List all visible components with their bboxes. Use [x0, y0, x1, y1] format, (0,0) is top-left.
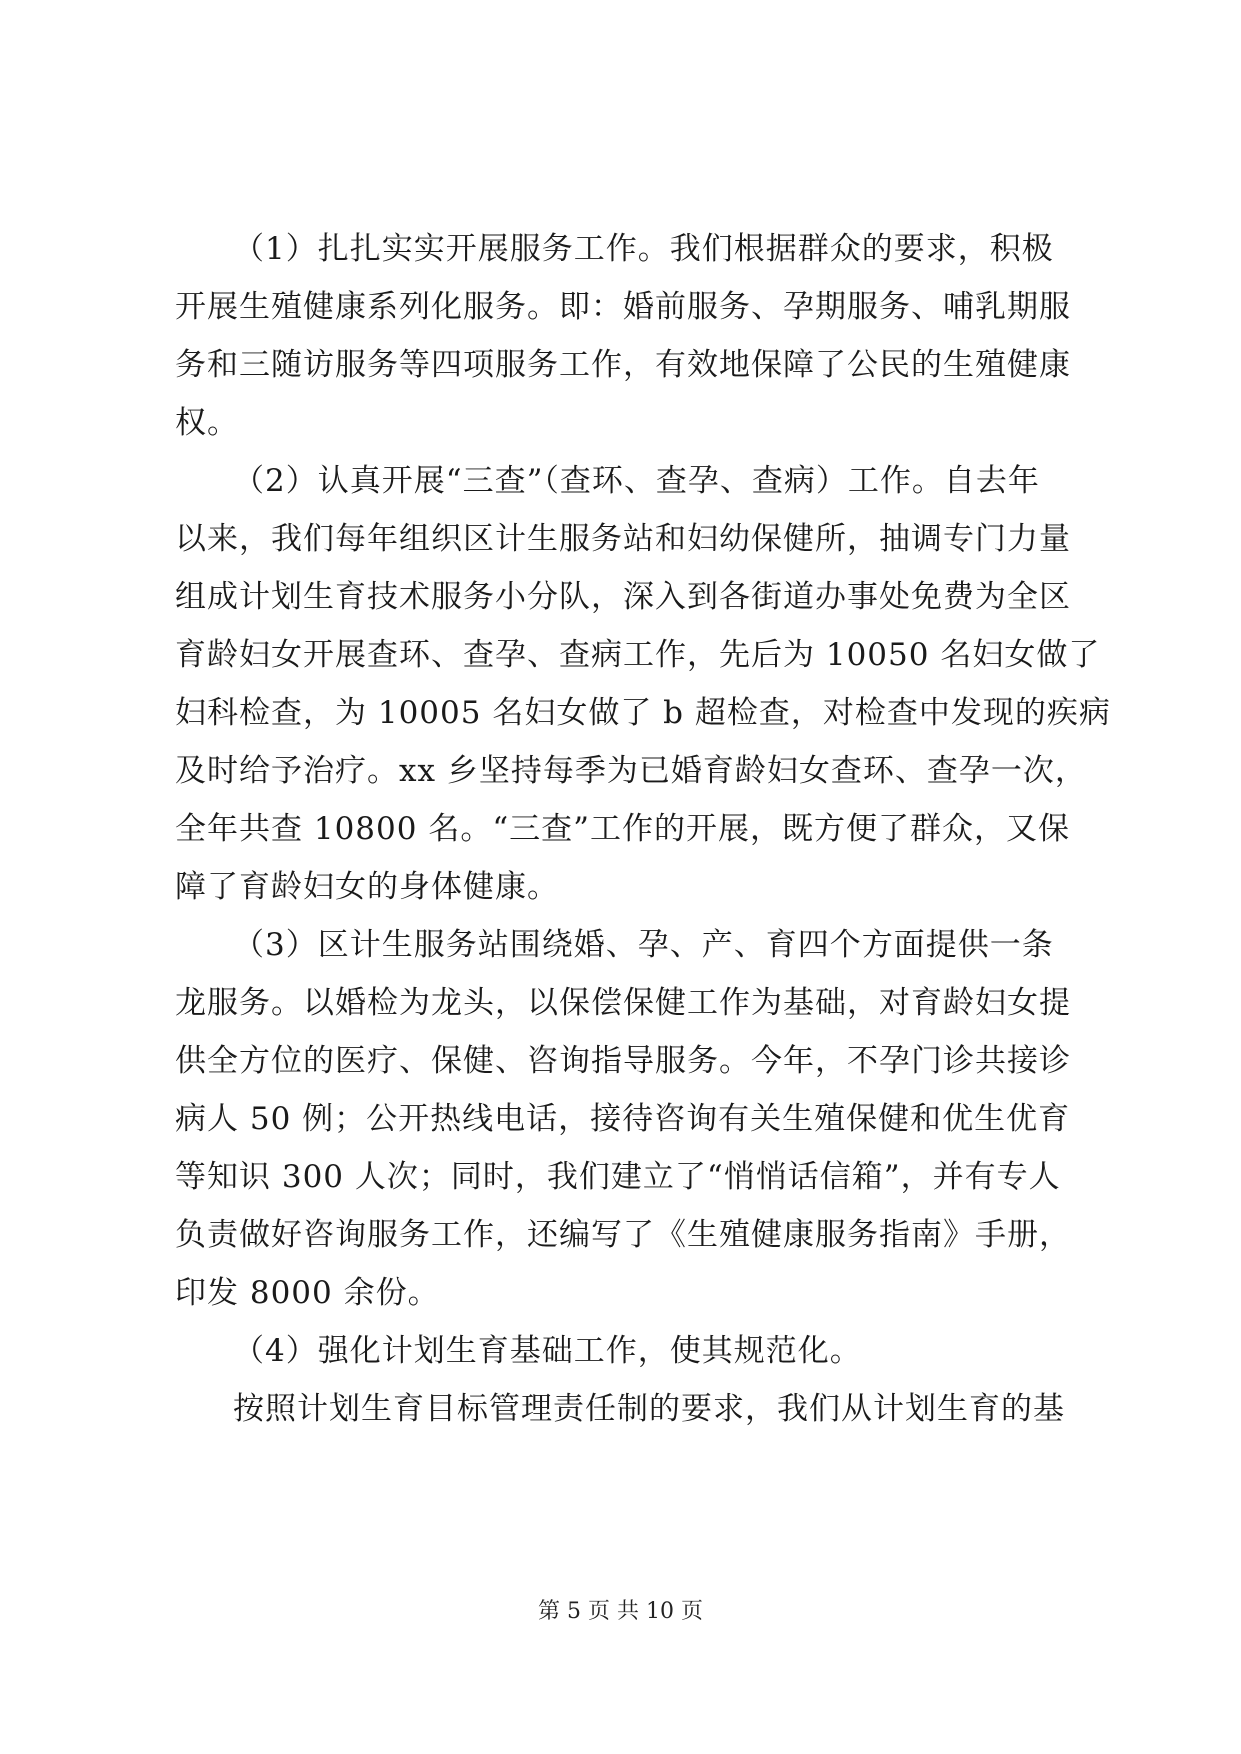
paragraph-1-line-1: （1）扎扎实实开展服务工作。我们根据群众的要求，积极	[233, 231, 1054, 267]
paragraph-3-line-7: 印发 8000 余份。	[175, 1275, 440, 1311]
page-number-footer: 第 5 页 共 10 页	[538, 1599, 703, 1624]
paragraph-4-line-1: （4）强化计划生育基础工作，使其规范化。	[233, 1333, 862, 1369]
paragraph-2-line-3: 组成计划生育技术服务小分队，深入到各街道办事处免费为全区	[175, 579, 1071, 615]
paragraph-3-line-3: 供全方位的医疗、保健、咨询指导服务。今年，不孕门诊共接诊	[175, 1043, 1071, 1079]
paragraph-3-line-4: 病人 50 例；公开热线电话，接待咨询有关生殖保健和优生优育	[175, 1101, 1071, 1137]
paragraph-3-line-2: 龙服务。以婚检为龙头，以保偿保健工作为基础，对育龄妇女提	[175, 985, 1071, 1021]
paragraph-3-line-6: 负责做好咨询服务工作，还编写了《生殖健康服务指南》手册，	[175, 1217, 1071, 1253]
paragraph-2-line-1: （2）认真开展“三查”（查环、查孕、查病）工作。自去年	[233, 463, 1040, 499]
paragraph-3-line-5: 等知识 300 人次；同时，我们建立了“悄悄话信箱”，并有专人	[175, 1159, 1061, 1195]
paragraph-2-line-6: 及时给予治疗。xx 乡坚持每季为已婚育龄妇女查环、查孕一次，	[175, 753, 1087, 789]
paragraph-1-line-4: 权。	[175, 405, 239, 441]
paragraph-1-line-2: 开展生殖健康系列化服务。即：婚前服务、孕期服务、哺乳期服	[175, 289, 1071, 325]
paragraph-2-line-5: 妇科检查，为 10005 名妇女做了 b 超检查，对检查中发现的疾病	[175, 695, 1111, 731]
paragraph-2-line-4: 育龄妇女开展查环、查孕、查病工作，先后为 10050 名妇女做了	[175, 637, 1101, 673]
paragraph-2-line-8: 障了育龄妇女的身体健康。	[175, 869, 559, 905]
paragraph-1-line-3: 务和三随访服务等四项服务工作，有效地保障了公民的生殖健康	[175, 347, 1071, 383]
paragraph-2-line-7: 全年共查 10800 名。“三查”工作的开展，既方便了群众，又保	[175, 811, 1071, 847]
paragraph-3-line-1: （3）区计生服务站围绕婚、孕、产、育四个方面提供一条	[233, 927, 1054, 963]
paragraph-5-line-1: 按照计划生育目标管理责任制的要求，我们从计划生育的基	[233, 1391, 1065, 1427]
paragraph-2-line-2: 以来，我们每年组织区计生服务站和妇幼保健所，抽调专门力量	[175, 521, 1071, 557]
